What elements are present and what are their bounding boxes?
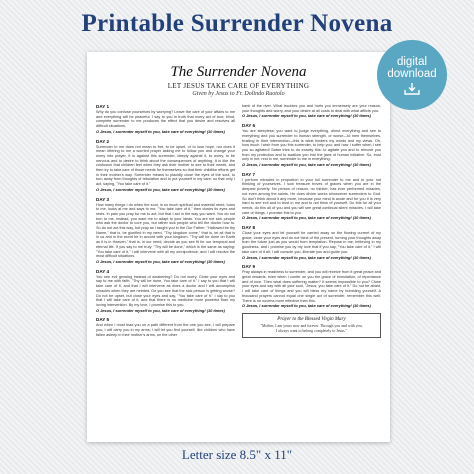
digital-download-badge — [377, 40, 447, 110]
document-title: The Surrender Novena — [170, 64, 307, 80]
day-text: Surrender to me does not mean to fret, to be upset, or to lose hope, nor does it mean offering to me a worried prayer asking me to follow you and change your worry into prayer. It is against this surrender, deeply against it, to worry, to be nervous and to desire to think about the consequences of anything. It is like the confusion that children feel when they ask their mother to see to their needs, and then try to take care of those needs for themselves so that their childlike efforts get in their mother's way. Surrender means to placidly close the eyes of the soul, to turn away from thoughts of tribulation and to put yourself in my care, so that only I act, saying, "You take care of it." — [96, 144, 235, 187]
day-text: Pray always in readiness to surrender, and you will receive from it great peace and great rewards, even when I confer on you the grace of immolation, of repentance and of love. Then what does suffering matter? It seems impossible to you? Close your eyes and say with all your soul, "Jesus, you take care of it." Do not be afraid, I will take care of things and you will bless my name by humbling yourself. A thousand prayers cannot equal one single act of surrender, remember this well. There is no novena more effective than this. — [242, 270, 381, 303]
day-refrain: O Jesus, I surrender myself to you, take care of everything! (10 times) — [96, 128, 225, 134]
day-refrain: O Jesus, I surrender myself to you, take care of everything! (10 times) — [96, 258, 225, 264]
day-block — [96, 139, 235, 193]
download-tray-icon — [403, 83, 421, 95]
day-text: You see evil growing instead of weakening? Do not worry. Close your eyes and say to me with faith: "Thy will be done, You take care of it." I say to you that I will take care of it, and that I will intervene as does a doctor and I will accomplish miracles when they are needed. Do you see that the sick person is getting worse? Do not be upset, but close your eyes and say, "You take care of it." I say to you that I will take care of it, and that there is no medicine more powerful than my loving intervention. By my love, I promise this to you. — [96, 274, 235, 307]
day-heading: DAY 9 — [242, 264, 256, 270]
day-refrain: O Jesus, I surrender myself to you, take care of everything! (10 times) — [242, 254, 371, 260]
badge-line-1: digital — [396, 55, 428, 68]
prayer-line: "Mother, I am yours now and forever. Through you and with you, — [260, 323, 363, 328]
day-block — [96, 317, 235, 337]
day-heading: DAY 7 — [242, 171, 256, 177]
day-heading: DAY 2 — [96, 138, 110, 144]
day-text: You are sleepless; you want to judge everything, direct everything and see to everything and you surrender to human strength, or worse—to men themselves, trusting in their intervention—this is what hinders my words and my views. Oh, how much I wish from you this surrender, to help you; and how I suffer when I see you so agitated! Satan tries to do exactly this: to agitate you and to remove you from my protection and to swallow you into the jaws of human initiative. So, trust only in me, rest in me, surrender to me in everything. — [242, 129, 381, 162]
day-block — [96, 104, 235, 135]
document-subtitle: LET JESUS TAKE CARE OF EVERYTHING — [167, 82, 310, 90]
marian-prayer-box — [242, 313, 381, 338]
prayer-line: I always want to belong completely to Jesus." — [275, 328, 348, 333]
badge-line-2: download — [387, 67, 437, 80]
day-text: Close your eyes and let yourself be carried away on the flowing current of my grace; close your eyes and do not think of the present, turning your thoughts away from the future just as you would from temptation. Repose in me, believing in my goodness, and I promise you by my love that if you say, "You take care of it," I will take care of it all; I will console you, liberate you and guide you. — [242, 231, 381, 254]
day-text: How many things I do when the soul, in so much spiritual and material need, turns to me, looks at me and says to me, "You take care of it," then closes its eyes and rests. In pain you pray for me to act, but that I act in the way you want. You do not turn to me, instead, you want me to adapt to your ideas. You are not sick people who ask the doctor to cure you, but rather sick people who tell the doctor how to. So do not act this way, but pray as I taught you in the Our Father: "Hallowed be thy Name," that is, be glorified in my need. "Thy kingdom come," that is, let all that is in us and in the world be in accord with your kingdom. "Thy will be done on Earth as it is in Heaven," that is, in our need, decide as you see fit for our temporal and eternal life. If you say to me truly: "Thy will be done," which is the same as saying: "You take care of it," I will intervene with all my omnipotence, and I will resolve the most difficult situations. — [96, 202, 235, 259]
day-block — [96, 197, 235, 265]
day-text: Why do you confuse yourselves by worrying? Leave the care of your affairs to me and everything will be peaceful. I say to you in truth that every act of true, blind, complete surrender to me produces the effect that you desire and resolves all difficult situations. — [96, 110, 235, 129]
right-column — [242, 104, 381, 341]
day-block — [242, 225, 381, 260]
day-block — [96, 269, 235, 314]
document-credit: Given by Jesus to Fr. Dolindo Ruotolo — [192, 91, 285, 97]
banner-title: Printable Surrender Novena — [81, 10, 393, 37]
day-text: And when I must lead you on a path different from the one you see, I will prepare you; I will carry you in my arms; I will let you find yourself, like children who have fallen asleep in their mother's arms, on the other — [96, 323, 235, 337]
day-refrain: O Jesus, I surrender myself to you, take care of everything! (10 times) — [242, 162, 371, 168]
day-heading: DAY 5 — [96, 317, 110, 323]
day-block — [242, 264, 381, 309]
day-heading: DAY 8 — [242, 225, 256, 231]
prayer-title: Prayer to the Blessed Virgin Mary — [277, 316, 346, 322]
day-refrain: O Jesus, I surrender myself to you, take care of everything! (10 times) — [96, 307, 225, 313]
day-heading: DAY 6 — [242, 123, 256, 129]
day-heading: DAY 4 — [96, 268, 110, 274]
day-refrain: O Jesus, I surrender myself to you, take care of everything! (10 times) — [242, 215, 371, 221]
day-refrain: O Jesus, I surrender myself to you, take care of everything! (10 times) — [96, 186, 225, 192]
day-block — [242, 123, 381, 168]
day-continuation — [242, 104, 381, 119]
novena-columns — [96, 104, 381, 341]
day-refrain: O Jesus, I surrender myself to you, take care of everything! (10 times) — [242, 303, 371, 309]
novena-sheet — [87, 52, 390, 442]
left-column — [96, 104, 235, 341]
day-text: I perform miracles in proportion to your full surrender to me and to your not thinking of yourselves. I sow treasure troves of graces when you are in the deepest poverty. No person of reason, no thinker, has ever performed miracles, not even among the saints. He does divine works whosoever surrenders to God. So don't think about it any more, because your mind is acute and for you it is very hard to see evil and to trust in me and to not think of yourself. Do this for all your needs, do this all of you and you will see great continual silent miracles. I will take care of things, I promise this to you. — [242, 177, 381, 215]
day-heading: DAY 1 — [96, 104, 110, 109]
letter-size-caption: Letter size 8.5" x 11" — [181, 447, 293, 462]
day-block — [242, 172, 381, 221]
day-text: bank of the river. What troubles you and hurts you immensely are your reason, your thoughts and worry, and your desire at all costs to deal with what afflicts you. — [242, 104, 381, 113]
day-refrain: O Jesus, I surrender myself to you, take care of everything! (10 times) — [242, 113, 371, 119]
day-heading: DAY 3 — [96, 196, 110, 202]
